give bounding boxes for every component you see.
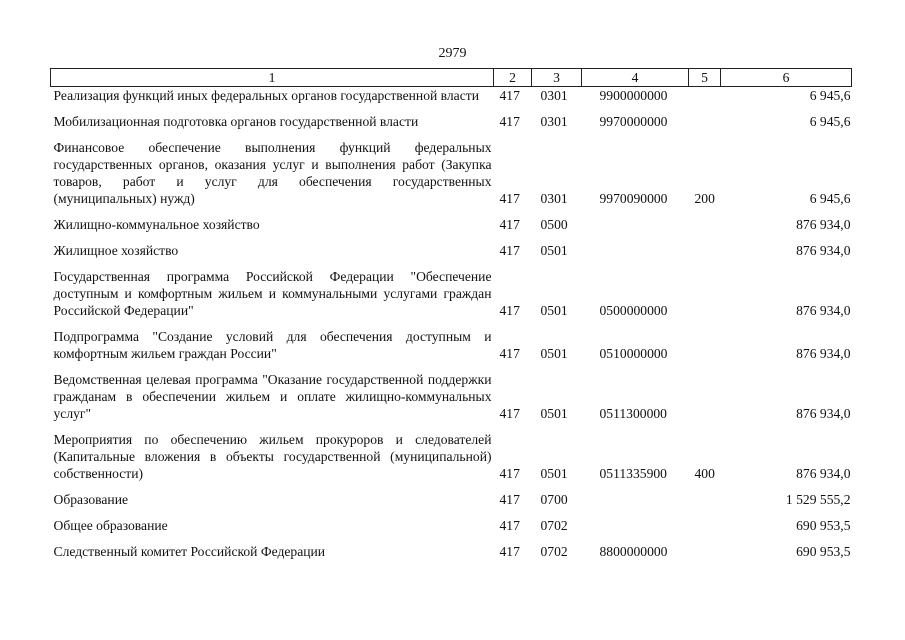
row-name: Ведомственная целевая программа "Оказание государственной поддержки гражданам в обеспечении жильем и оплате жилищно-коммунальных услуг" xyxy=(53,372,492,421)
row-spacer xyxy=(51,233,852,242)
row-sum: 876 934,0 xyxy=(796,406,851,421)
header-col-4: 4 xyxy=(582,69,689,87)
table-body xyxy=(51,87,852,561)
row-target-code: 0511335900 xyxy=(599,466,667,481)
row-target-code xyxy=(582,491,689,508)
row-spacer-cell xyxy=(51,319,852,328)
row-section-code: 0501 xyxy=(540,243,568,258)
table-row xyxy=(51,431,852,482)
budget-table xyxy=(50,68,852,560)
row-section-code: 0500 xyxy=(540,217,568,232)
row-sum: 6 945,6 xyxy=(809,191,851,206)
row-spacer xyxy=(51,207,852,216)
row-section-code: 0501 xyxy=(540,303,568,318)
row-target-code: 8800000000 xyxy=(599,544,668,559)
table-row xyxy=(51,113,852,130)
row-admin-code: 417 xyxy=(499,243,520,258)
table-row xyxy=(51,491,852,508)
table-row xyxy=(51,371,852,422)
table-row xyxy=(51,268,852,319)
row-expense-kind xyxy=(689,517,721,534)
row-sum: 690 953,5 xyxy=(796,544,851,559)
row-expense-kind xyxy=(689,242,721,259)
row-spacer-cell xyxy=(51,130,852,139)
row-section-code: 0501 xyxy=(540,346,568,361)
row-admin-code: 417 xyxy=(499,88,520,103)
page-number: 2979 xyxy=(438,46,467,61)
row-expense-kind xyxy=(689,328,721,362)
row-name: Жилищное хозяйство xyxy=(53,243,179,258)
header-col-2: 2 xyxy=(494,69,532,87)
row-expense-kind xyxy=(689,268,721,319)
row-sum: 876 934,0 xyxy=(796,466,851,481)
row-admin-code: 417 xyxy=(499,544,520,559)
row-name: Жилищно-коммунальное хозяйство xyxy=(53,217,260,232)
row-target-code: 9970090000 xyxy=(599,191,668,206)
row-spacer-cell xyxy=(51,207,852,216)
row-expense-kind: 400 xyxy=(694,466,715,481)
row-section-code: 0702 xyxy=(540,544,568,559)
row-admin-code: 417 xyxy=(499,406,520,421)
row-target-code: 9900000000 xyxy=(599,88,668,103)
header-col-1: 1 xyxy=(51,69,494,87)
row-target-code xyxy=(582,242,689,259)
table-row xyxy=(51,242,852,259)
row-name: Мероприятия по обеспечению жильем прокуроров и следователей (Капитальные вложения в объекты государственной (муниципальной) собственности) xyxy=(53,432,492,481)
row-target-code xyxy=(582,517,689,534)
row-sum: 876 934,0 xyxy=(796,243,851,258)
row-name: Общее образование xyxy=(53,518,168,533)
table-row xyxy=(51,543,852,560)
row-spacer-cell xyxy=(51,259,852,268)
table-row xyxy=(51,216,852,233)
row-admin-code: 417 xyxy=(499,217,520,232)
row-sum: 876 934,0 xyxy=(796,217,851,232)
row-spacer-cell xyxy=(51,233,852,242)
row-expense-kind xyxy=(689,216,721,233)
row-spacer xyxy=(51,508,852,517)
row-admin-code: 417 xyxy=(499,191,520,206)
row-expense-kind xyxy=(689,113,721,130)
row-sum: 6 945,6 xyxy=(809,88,851,103)
row-admin-code: 417 xyxy=(499,114,520,129)
row-section-code: 0301 xyxy=(540,88,568,103)
row-sum: 6 945,6 xyxy=(809,114,851,129)
row-spacer-cell xyxy=(51,422,852,431)
row-expense-kind xyxy=(689,371,721,422)
row-target-code: 0500000000 xyxy=(599,303,668,318)
row-sum: 690 953,5 xyxy=(796,518,851,533)
row-target-code xyxy=(582,216,689,233)
row-section-code: 0301 xyxy=(540,191,568,206)
row-name: Реализация функций иных федеральных органов государственной власти xyxy=(53,88,479,103)
row-spacer-cell xyxy=(51,534,852,543)
header-col-3: 3 xyxy=(532,69,582,87)
row-spacer xyxy=(51,362,852,371)
row-target-code: 0511300000 xyxy=(599,406,667,421)
row-section-code: 0301 xyxy=(540,114,568,129)
row-spacer-cell xyxy=(51,104,852,113)
row-spacer xyxy=(51,104,852,113)
row-spacer xyxy=(51,534,852,543)
row-spacer xyxy=(51,422,852,431)
row-admin-code: 417 xyxy=(499,518,520,533)
row-spacer-cell xyxy=(51,482,852,491)
row-admin-code: 417 xyxy=(499,346,520,361)
table-header-row xyxy=(51,69,852,87)
row-section-code: 0700 xyxy=(540,492,568,507)
row-section-code: 0501 xyxy=(540,466,568,481)
table-row xyxy=(51,139,852,207)
row-target-code: 9970000000 xyxy=(599,114,668,129)
table-row xyxy=(51,517,852,534)
row-target-code: 0510000000 xyxy=(599,346,668,361)
row-name: Образование xyxy=(53,492,129,507)
row-expense-kind xyxy=(689,87,721,105)
row-sum: 1 529 555,2 xyxy=(785,492,851,507)
row-spacer-cell xyxy=(51,508,852,517)
row-admin-code: 417 xyxy=(499,466,520,481)
header-col-5: 5 xyxy=(689,69,721,87)
row-name: Следственный комитет Российской Федерации xyxy=(53,544,326,559)
row-spacer xyxy=(51,482,852,491)
row-section-code: 0702 xyxy=(540,518,568,533)
row-spacer xyxy=(51,259,852,268)
row-spacer-cell xyxy=(51,362,852,371)
row-name: Государственная программа Российской Федерации "Обеспечение доступным и комфортным жильем и коммунальными услугами граждан Российской Федерации" xyxy=(53,269,492,318)
row-section-code: 0501 xyxy=(540,406,568,421)
row-name: Мобилизационная подготовка органов государственной власти xyxy=(53,114,419,129)
row-sum: 876 934,0 xyxy=(796,303,851,318)
row-sum: 876 934,0 xyxy=(796,346,851,361)
row-spacer xyxy=(51,130,852,139)
row-expense-kind xyxy=(689,543,721,560)
row-name: Финансовое обеспечение выполнения функций федеральных государственных органов, оказания услуг и выполнения работ (Закупка товаров, работ и услуг для обеспечения государственных (муниципальных) нужд) xyxy=(53,140,492,206)
header-col-6: 6 xyxy=(721,69,852,87)
row-expense-kind: 200 xyxy=(694,191,715,206)
row-spacer xyxy=(51,319,852,328)
table-row xyxy=(51,328,852,362)
row-admin-code: 417 xyxy=(499,492,520,507)
row-admin-code: 417 xyxy=(499,303,520,318)
table-row xyxy=(51,87,852,105)
row-expense-kind xyxy=(689,491,721,508)
row-name: Подпрограмма "Создание условий для обеспечения доступным и комфортным жильем граждан России" xyxy=(53,329,492,361)
